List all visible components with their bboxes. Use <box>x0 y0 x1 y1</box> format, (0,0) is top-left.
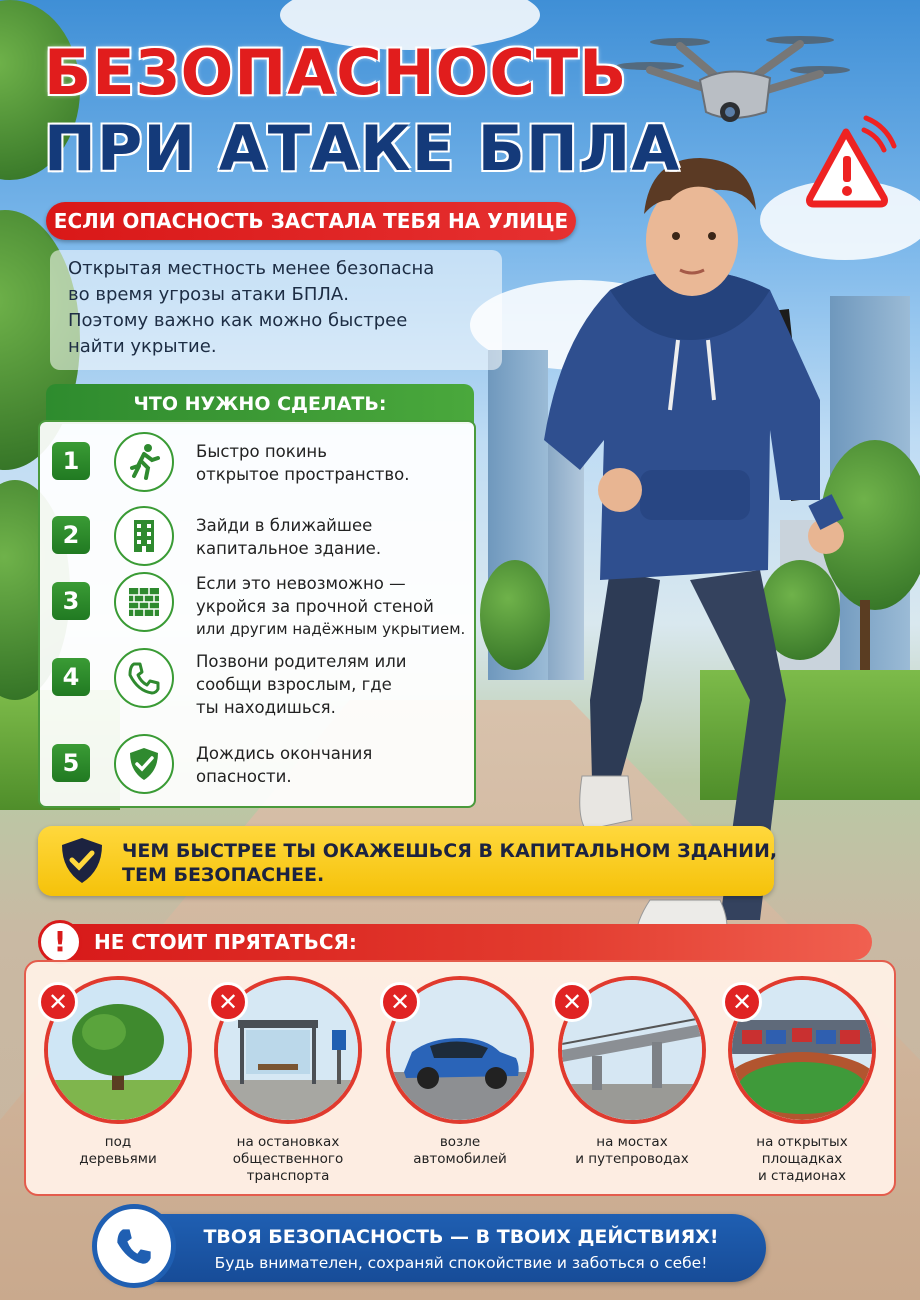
step-line: или другим надёжным укрытием. <box>196 620 466 638</box>
step-line: опасности. <box>196 767 292 786</box>
intro-line: Поэтому важно как можно быстрее <box>68 310 408 331</box>
avoid-caption-line: транспорта <box>246 1168 330 1184</box>
avoid-caption <box>548 1134 716 1168</box>
step-item <box>48 572 468 642</box>
key-message-line: ТЕМ БЕЗОПАСНЕЕ. <box>122 864 325 886</box>
step-line: сообщи взрослым, где <box>196 675 392 694</box>
intro-text <box>50 250 502 370</box>
avoid-caption-line: и стадионах <box>757 1168 847 1184</box>
steps-panel <box>38 420 476 808</box>
avoid-caption <box>376 1134 544 1168</box>
avoid-caption <box>204 1134 372 1185</box>
footer-subtitle: Будь внимателен, сохраняй спокойствие и заботься о себе! <box>214 1254 708 1272</box>
avoid-caption-line: возле <box>439 1134 481 1150</box>
avoid-caption-line: общественного <box>232 1151 344 1167</box>
avoid-caption-line: на остановках <box>236 1134 340 1150</box>
exclamation-icon: ! <box>38 920 82 964</box>
avoid-panel <box>24 960 896 1196</box>
avoid-item <box>204 976 372 1186</box>
step-line: Если это невозможно — <box>196 574 406 593</box>
step-number: 3 <box>52 582 90 620</box>
step-line: ты находишься. <box>196 698 336 717</box>
step-item <box>48 506 468 576</box>
avoid-caption-line: автомобилей <box>413 1151 507 1167</box>
step-text <box>196 440 476 486</box>
cross-icon: ✕ <box>552 982 592 1022</box>
avoid-caption-line: и путепроводах <box>575 1151 689 1167</box>
intro-line: во время угрозы атаки БПЛА. <box>68 284 349 305</box>
avoid-caption <box>718 1134 886 1185</box>
page-title-line2: ПРИ АТАКЕ БПЛА <box>44 112 681 185</box>
building-icon <box>114 506 174 566</box>
step-line: укройся за прочной стеной <box>196 597 434 616</box>
step-text <box>196 742 476 788</box>
step-number: 5 <box>52 744 90 782</box>
footer-title: ТВОЯ БЕЗОПАСНОСТЬ — В ТВОИХ ДЕЙСТВИЯХ! <box>203 1226 719 1248</box>
step-line: открытое пространство. <box>196 465 410 484</box>
step-text <box>196 514 476 560</box>
key-message-banner <box>38 826 778 896</box>
avoid-caption-line: на открытых <box>756 1134 848 1150</box>
avoid-caption-line: деревьями <box>79 1151 157 1167</box>
avoid-heading: НЕ СТОИТ ПРЯТАТЬСЯ: <box>94 930 357 954</box>
step-line: Быстро покинь <box>196 442 327 461</box>
avoid-item <box>34 976 202 1186</box>
steps-heading: ЧТО НУЖНО СДЕЛАТЬ: <box>46 384 474 424</box>
subtitle-banner: ЕСЛИ ОПАСНОСТЬ ЗАСТАЛА ТЕБЯ НА УЛИЦЕ <box>46 202 576 240</box>
step-line: капитальное здание. <box>196 539 382 558</box>
cross-icon: ✕ <box>380 982 420 1022</box>
shield-check-icon <box>114 734 174 794</box>
step-number: 2 <box>52 516 90 554</box>
step-number: 4 <box>52 658 90 696</box>
cross-icon: ✕ <box>208 982 248 1022</box>
avoid-caption <box>34 1134 202 1168</box>
page-title-line1: БЕЗОПАСНОСТЬ <box>44 36 628 109</box>
cross-icon: ✕ <box>722 982 762 1022</box>
step-item <box>48 734 468 804</box>
avoid-caption-line: под <box>104 1134 132 1150</box>
avoid-item <box>718 976 886 1186</box>
intro-line: найти укрытие. <box>68 336 217 357</box>
avoid-item <box>376 976 544 1186</box>
step-number: 1 <box>52 442 90 480</box>
avoid-item <box>548 976 716 1186</box>
phone-icon <box>114 648 174 708</box>
running-person-icon <box>114 432 174 492</box>
avoid-caption-line: на мостах <box>596 1134 668 1150</box>
cross-icon: ✕ <box>38 982 78 1022</box>
step-text <box>196 572 476 641</box>
step-item <box>48 432 468 502</box>
shield-check-icon <box>58 836 106 886</box>
key-message-text <box>122 839 777 887</box>
intro-line: Открытая местность менее безопасна <box>68 258 435 279</box>
key-message-line: ЧЕМ БЫСТРЕЕ ТЫ ОКАЖЕШЬСЯ В КАПИТАЛЬНОМ ЗДАНИИ, <box>122 840 778 862</box>
step-line: Дождись окончания <box>196 744 373 763</box>
step-text <box>196 650 476 719</box>
step-line: Зайди в ближайшее <box>196 516 373 535</box>
brick-wall-icon <box>114 572 174 632</box>
step-item <box>48 648 468 718</box>
step-line: Позвони родителям или <box>196 652 407 671</box>
avoid-heading-bar <box>38 920 872 964</box>
avoid-caption-line: площадках <box>761 1151 843 1167</box>
